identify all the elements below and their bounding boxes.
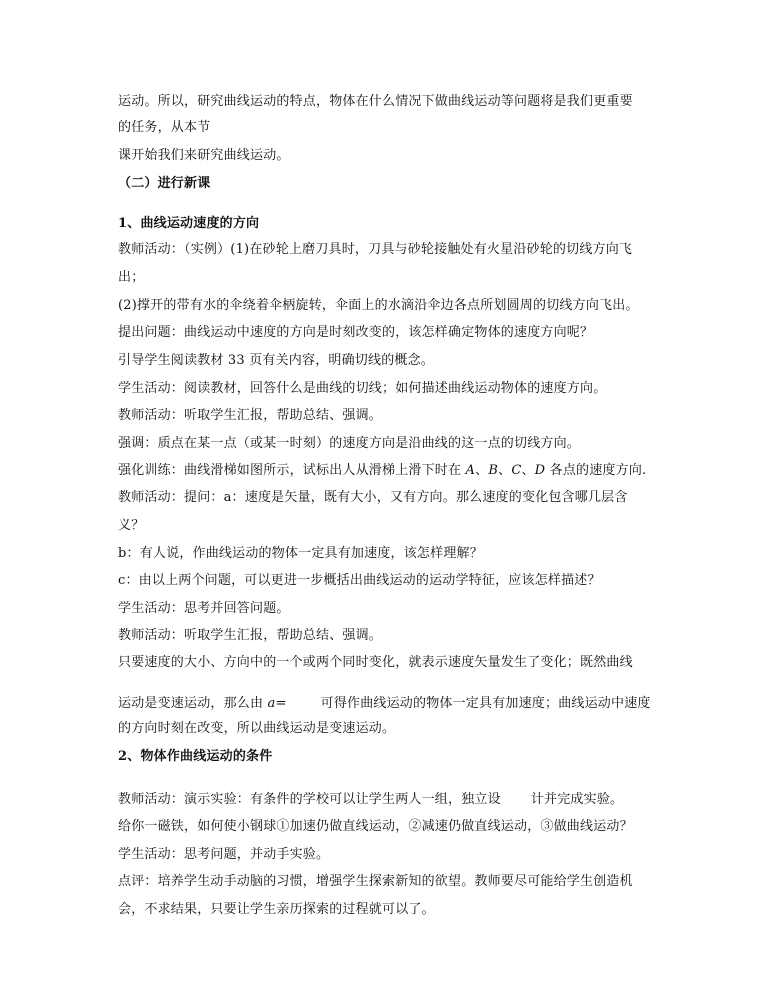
paragraph-line: (2)撑开的带有水的伞绕着伞柄旋转，伞面上的水滴沿伞边各点所划圆周的切线方向飞出。 (118, 298, 639, 313)
paragraph-line: 点评：培养学生动手动脑的习惯，增强学生探索新知的欲望。教师要尽可能给学生创造机 (118, 874, 633, 889)
separator: 、 (521, 463, 535, 478)
paragraph-line: 教师活动：（实例）(1)在砂轮上磨刀具时，刀具与砂轮接触处有火星沿砂轮的切线方向飞 (118, 242, 633, 257)
paragraph-line: 学生活动：阅读教材，回答什么是曲线的切线；如何描述曲线运动物体的速度方向。 (118, 381, 607, 396)
acceleration-formula: a= (267, 696, 287, 711)
paragraph-line: 运动。所以，研究曲线运动的特点，物体在什么情况下做曲线运动等问题将是我们更重要 (118, 94, 633, 109)
paragraph-line: 教师活动：听取学生汇报，帮助总结、强调。 (118, 408, 383, 423)
paragraph-line: 课开始我们来研究曲线运动。 (118, 148, 290, 163)
point-a-label: A (465, 463, 476, 478)
paragraph-line: c：由以上两个问题，可以更进一步概括出曲线运动的运动学特征，应该怎样描述？ (118, 573, 601, 588)
subsection-heading: 2、物体作曲线运动的条件 (118, 749, 273, 764)
paragraph-line: b：有人说，作曲线运动的物体一定具有加速度，该怎样理解？ (118, 546, 483, 561)
paragraph-line: 学生活动：思考问题，并动手实验。 (118, 847, 330, 862)
section-heading: （二）进行新课 (118, 176, 211, 191)
experiment-text: 教师活动：演示实验：有条件的学校可以让学生两人一组，独立设 (118, 792, 501, 807)
point-c-label: C (511, 463, 522, 478)
separator: 、 (498, 463, 512, 478)
paragraph-line: 只要速度的大小、方向中的一个或两个同时变化，就表示速度矢量发生了变化；既然曲线 (118, 655, 633, 670)
slide-text-end: 各点的速度方向. (545, 463, 647, 478)
paragraph-line: 的方向时刻在改变，所以曲线运动是变速运动。 (118, 721, 396, 736)
paragraph-line: 教师活动：提问：a：速度是矢量，既有大小，又有方向。那么速度的变化包含哪几层含 (118, 490, 628, 505)
separator: 、 (475, 463, 489, 478)
accel-text: 运动是变速运动，那么由 (118, 696, 268, 711)
paragraph-line-accel (118, 694, 651, 714)
paragraph-line: 提出问题：曲线运动中速度的方向是时刻改变的，该怎样确定物体的速度方向呢？ (118, 325, 594, 340)
experiment-text-end: 计并完成实验。 (530, 792, 624, 807)
paragraph-line: 的任务，从本节 (118, 120, 211, 135)
slide-text: 强化训练：曲线滑梯如图所示，试标出人从滑梯上滑下时在 (118, 463, 466, 478)
paragraph-line: 强调：质点在某一点（或某一时刻）的速度方向是沿曲线的这一点的切线方向。 (118, 436, 581, 451)
point-d-label: D (534, 463, 546, 478)
paragraph-line: 学生活动：思考并回答问题。 (118, 601, 290, 616)
paragraph-line: 义？ (118, 518, 145, 533)
paragraph-line-experiment (118, 790, 623, 810)
paragraph-line: 出； (118, 270, 145, 285)
point-b-label: B (488, 463, 499, 478)
paragraph-line: 会，不求结果，只要让学生亲历探索的过程就可以了。 (118, 902, 435, 917)
subsection-heading: 1、曲线运动速度的方向 (118, 216, 260, 231)
paragraph-line: 给你一磁铁，如何使小钢球①加速仍做直线运动，②减速仍做直线运动，③做曲线运动？ (118, 819, 633, 834)
paragraph-line: 引导学生阅读教材 33 页有关内容，明确切线的概念。 (118, 353, 435, 368)
paragraph-line: 教师活动：听取学生汇报，帮助总结、强调。 (118, 628, 383, 643)
accel-text-end: 可得作曲线运动的物体一定具有加速度；曲线运动中速度 (320, 696, 651, 711)
paragraph-line-slide (118, 461, 646, 481)
